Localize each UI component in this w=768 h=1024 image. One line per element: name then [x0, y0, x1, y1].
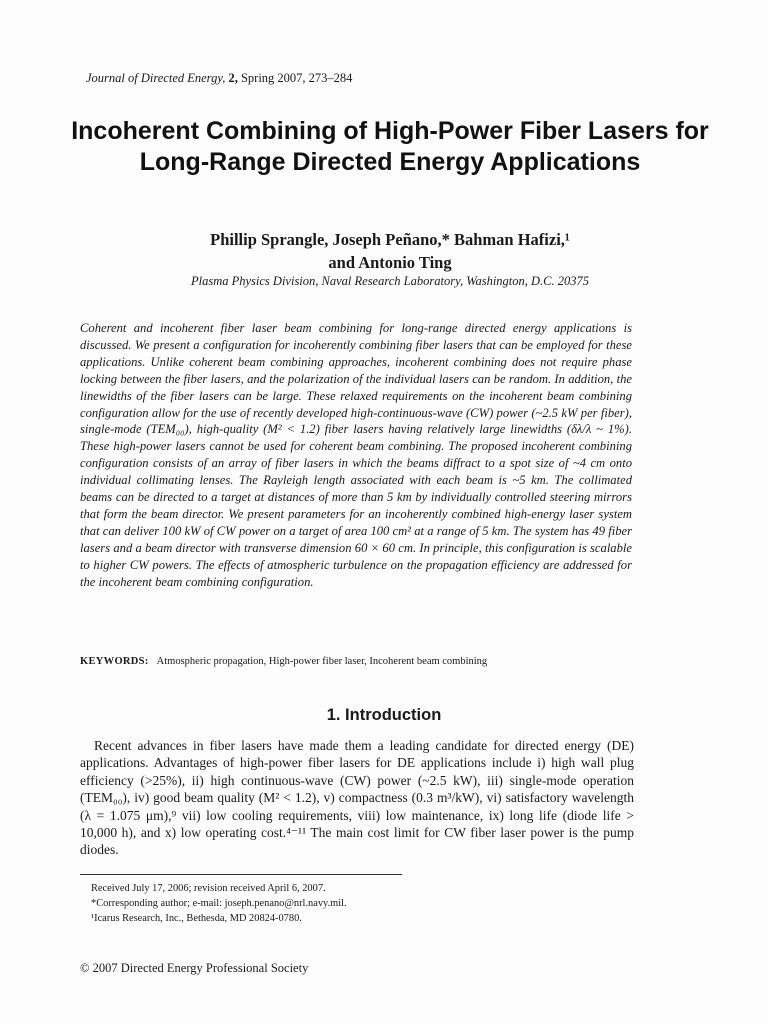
- footnote-received: Received July 17, 2006; revision received April 6, 2007.: [91, 883, 326, 894]
- authors-line-2: and Antonio Ting: [328, 253, 452, 272]
- paper-title: Incoherent Combining of High-Power Fiber Lasers for Long-Range Directed Energy Applications: [71, 117, 709, 176]
- keywords: [80, 656, 680, 667]
- journal-name: Journal of Directed Energy,: [86, 71, 226, 85]
- footnote-divider: [80, 874, 402, 875]
- keywords-label: KEYWORDS:: [80, 656, 149, 667]
- journal-citation: [86, 71, 352, 86]
- intro-paragraph: Recent advances in fiber lasers have made them a leading candidate for directed energy (DE) applications. Advantages of high-power fiber lasers for DE applications include i) high wall plug efficiency (>25%), ii) high continuous-wave (CW) power (~2.5 kW), iii) single-mode operation (TEM₀₀), iv) good beam quality (M² < 1.2), v) compactness (0.3 m³/kW), vi) satisfactory wavelength (λ = 1.075 μm),⁹ vii) low cooling requirements, viii) low maintenance, ix) long life (diode life > 10,000 h), and x) low operating cost.⁴⁻¹¹ The main cost limit for CW fiber laser power is the pump diodes.: [80, 738, 634, 858]
- affiliation: Plasma Physics Division, Naval Research Laboratory, Washington, D.C. 20375: [190, 274, 590, 288]
- authors-line-1: Phillip Sprangle, Joseph Peñano,* Bahman Hafizi,¹: [210, 230, 570, 249]
- footnotes: [91, 881, 651, 926]
- journal-issue-pages: Spring 2007, 273–284: [240, 71, 353, 85]
- section-heading: 1. Introduction: [326, 706, 442, 724]
- keywords-text: Atmospheric propagation, High-power fiber laser, Incoherent beam combining: [156, 656, 488, 667]
- abstract: Coherent and incoherent fiber laser beam combining for long-range directed energy applications is discussed. We present a configuration for incoherently combining fiber lasers that can be employed for these applications. Unlike coherent beam combining approaches, incoherent combining does not require phase locking between the fiber lasers, and the polarization of the individual lasers can be random. In addition, the linewidths of the fiber lasers can be large. These relaxed requirements on the incoherent beam combining configuration allow for the use of recently developed high-continuous-wave (CW) power (~2.5 kW per fiber), single-mode (TEM₀₀), high-quality (M² < 1.2) fiber lasers having relatively large linewidths (δλ/λ ~ 1%). These high-power lasers cannot be used for coherent beam combining. The proposed incoherent combining configuration consists of an array of fiber lasers in which the beams diffract to a spot size of ~4 cm onto individual collimating lenses. The Rayleigh length associated with each beam is ~5 km. The collimated beams can be directed to a target at distances of more than 5 km by individually controlled steering mirrors that form the beam director. We present parameters for an incoherently combined high-energy laser system that can deliver 100 kW of CW power on a target of area 100 cm² at a range of 5 km. The system has 49 fiber lasers and a beam director with transverse dimension 60 × 60 cm. In principle, this configuration is scalable to higher CW powers. The effects of atmospheric turbulence on the propagation efficiency are addressed for the incoherent beam combining configuration.: [80, 321, 632, 589]
- footnote-affiliation: ¹Icarus Research, Inc., Bethesda, MD 20824-0780.: [91, 913, 302, 924]
- introduction-body: [80, 737, 634, 859]
- copyright: © 2007 Directed Energy Professional Society: [80, 961, 309, 975]
- footnote-corresponding: *Corresponding author; e-mail: joseph.penano@nrl.navy.mil.: [91, 898, 347, 909]
- authors: [100, 228, 680, 274]
- journal-volume: 2,: [228, 71, 238, 85]
